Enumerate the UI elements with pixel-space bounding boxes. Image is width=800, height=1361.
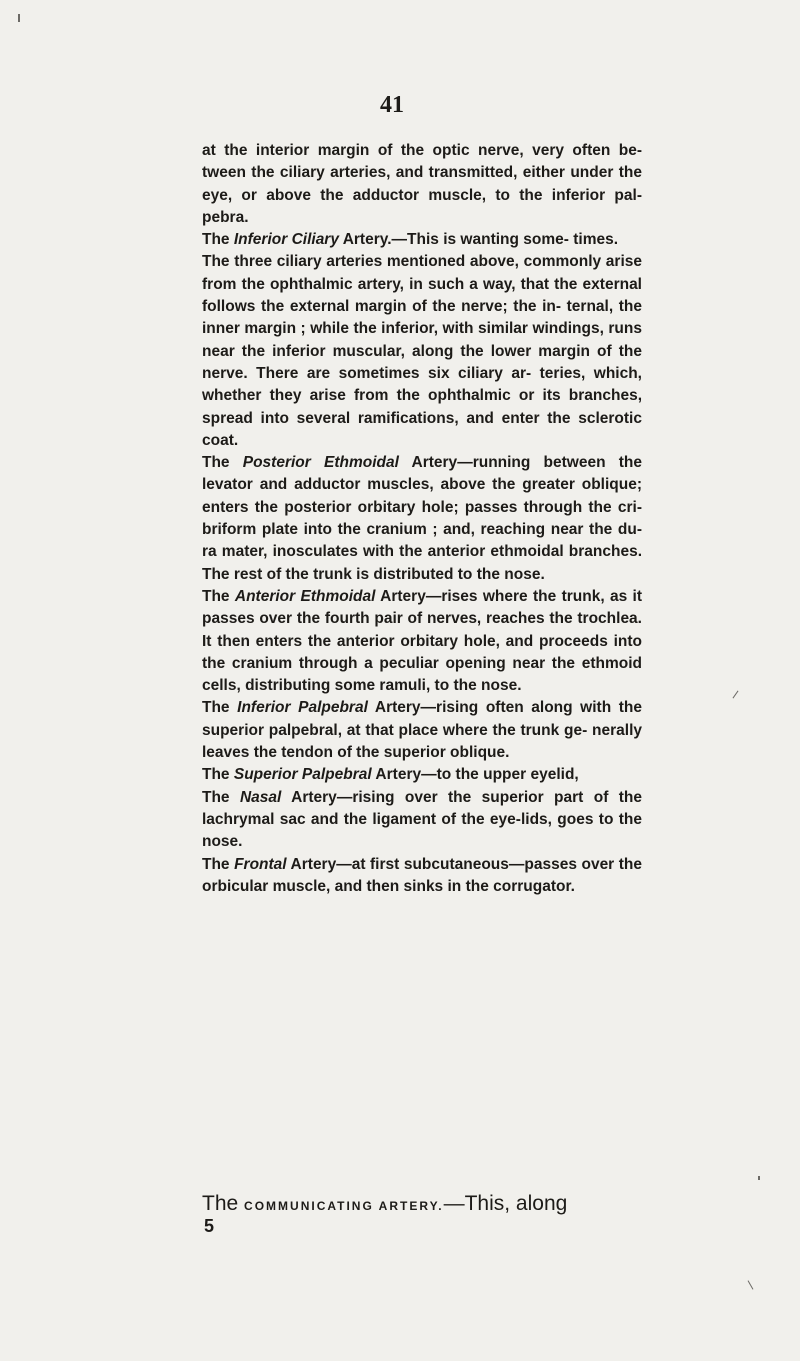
scan-speck	[748, 1280, 754, 1289]
entry-nasal	[202, 787, 642, 854]
entry-prefix: The	[202, 454, 243, 472]
scan-speck	[758, 1176, 760, 1180]
paragraph-ciliary-arteries	[202, 251, 642, 452]
entry-term: Posterior Ethmoidal	[242, 454, 399, 472]
entry-term: Frontal	[234, 855, 287, 873]
entry-frontal	[202, 854, 642, 899]
entry-text: —rising often along with the superior palpebral, at that place where the trunk ge- nerally leaves the tendon of the superior oblique.	[202, 699, 642, 762]
heading-tail: —This, along	[443, 1192, 568, 1215]
paragraph-continuation	[202, 140, 642, 229]
entry-term: Superior Palpebral	[233, 766, 372, 784]
entry-term: Inferior Ciliary	[233, 231, 339, 249]
body-text	[202, 140, 642, 898]
entry-prefix: The	[202, 231, 234, 249]
page-number: 41	[380, 92, 404, 118]
entry-inferior-palpebral	[202, 697, 642, 764]
entry-posterior-ethmoidal	[202, 452, 642, 586]
entry-text: —rising over the superior part of the lachrymal sac and the ligament of the eye-lids, goes to the nose.	[202, 788, 642, 851]
scan-speck	[18, 14, 20, 22]
entry-suffix: Artery	[281, 788, 337, 806]
entry-prefix: The	[202, 788, 240, 806]
scan-speck	[733, 691, 739, 699]
paragraph-text: The three ciliary arteries mentioned above, commonly arise from the ophthalmic artery, in such a way, that the external follows the external margin of the nerve; the in- ternal, the inner margin ; while the inferior, with similar windings, runs near the inferior muscular, along the lower margin of the nerve. There are sometimes six ciliary ar- teries, which, whether they arise from the ophthalmic or its branches, spread into several ramifications, and enter the sclerotic coat.	[202, 253, 642, 449]
entry-text: .—This is wanting some- times.	[387, 231, 619, 249]
signature-mark: 5	[204, 1216, 215, 1236]
entry-suffix: Artery	[371, 766, 422, 784]
entry-suffix: Artery	[398, 454, 458, 472]
entry-inferior-ciliary	[202, 229, 642, 251]
entry-text: —rises where the trunk, as it passes over the fourth pair of nerves, reaches the trochlea. It then enters the anterior orbitary hole, and proceeds into the cranium through a peculiar opening near the ethmoid cells, distributing some ramuli, to the nose.	[202, 587, 642, 695]
entry-anterior-ethmoidal	[202, 586, 642, 697]
entry-suffix: Artery	[286, 855, 337, 873]
communicating-artery-heading	[202, 1192, 662, 1216]
entry-suffix: Artery	[367, 699, 421, 717]
entry-term: Anterior Ethmoidal	[234, 587, 376, 605]
entry-text: —at first subcutaneous—passes over the orbicular muscle, and then sinks in the corrugator.	[202, 855, 642, 895]
entry-prefix: The	[202, 699, 238, 717]
paragraph-text: at the interior margin of the optic nerve, very often be- tween the ciliary arteries, and transmitted, either under the eye, or above the adductor muscle, to the inferior pal- pebra.	[202, 142, 642, 226]
heading-lead: The	[202, 1192, 245, 1215]
entry-suffix: Artery	[338, 231, 388, 249]
entry-superior-palpebral	[202, 764, 642, 786]
entry-prefix: The	[202, 587, 235, 605]
entry-text: —running between the levator and adductor muscles, above the greater oblique; enters the posterior orbitary hole; passes through the cri- briform plate into the cranium ; and, reaching near the du- ra mater, inosculates with the anterior ethmoidal branches. The rest of the trunk is distributed to the nose.	[202, 454, 642, 583]
entry-term: Inferior Palpebral	[237, 699, 368, 717]
heading-small-caps: COMMUNICATING ARTERY.	[244, 1199, 444, 1213]
entry-term: Nasal	[239, 788, 282, 806]
entry-text: —to the upper eyelid,	[421, 766, 579, 784]
entry-prefix: The	[202, 855, 235, 873]
entry-suffix: Artery	[375, 587, 426, 605]
entry-prefix: The	[202, 766, 234, 784]
